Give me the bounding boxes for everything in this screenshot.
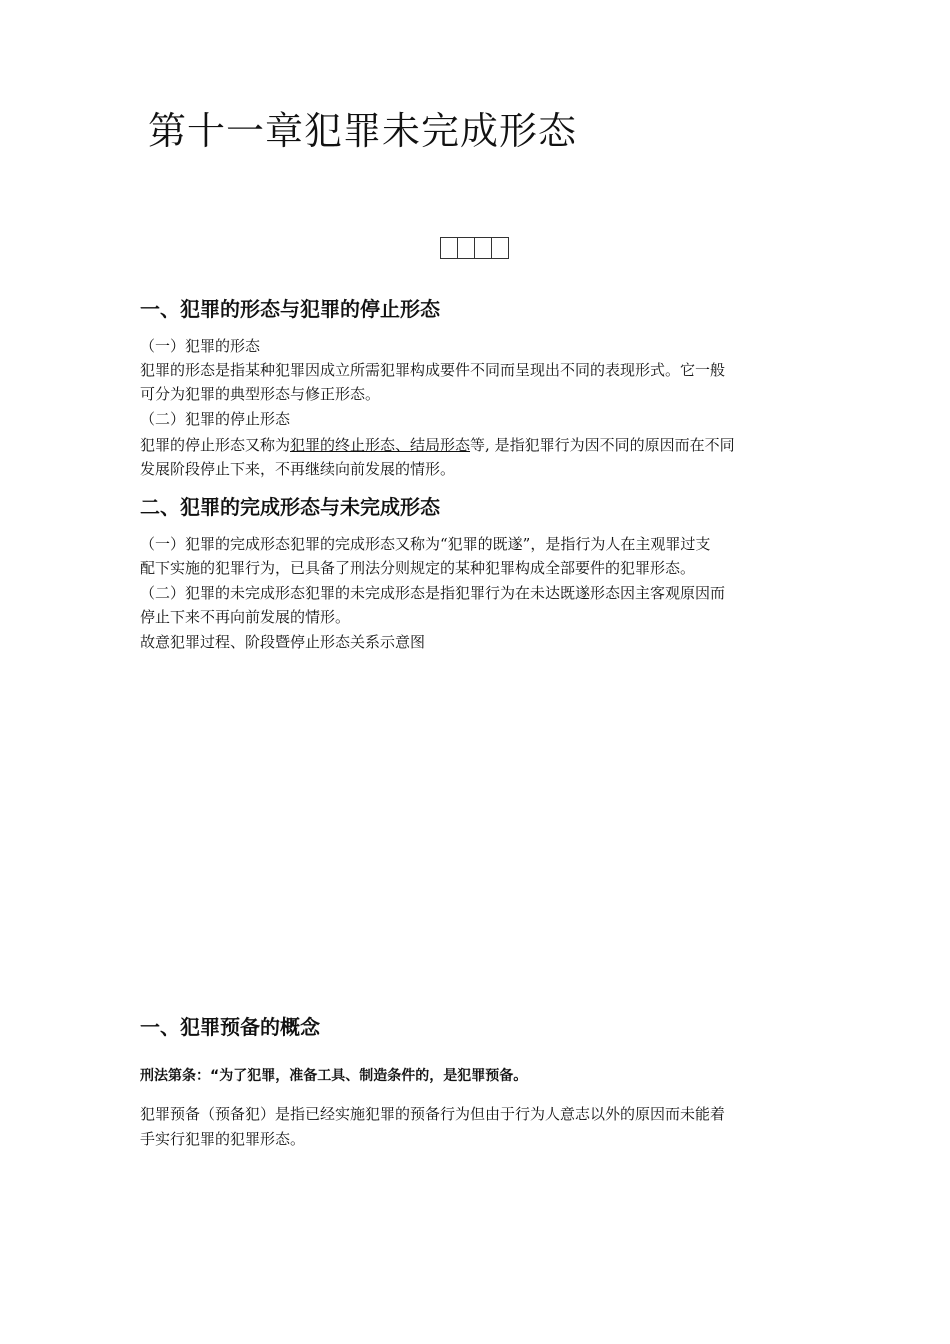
placeholder-box [474,237,492,259]
placeholder-boxes [440,237,508,259]
definition-line2: 手实行犯罪的犯罪形态。 [140,1130,306,1148]
section1-sub2-line1-pre: 犯罪的停止形态又称为 [140,436,291,454]
placeholder-box [491,237,509,259]
section2-sub2-line1: （二）犯罪的未完成形态犯罪的未完成形态是指犯罪行为在未达既遂形态因主客观原因而 [140,584,726,602]
placeholder-box [440,237,458,259]
section2-sub1-line2: 配下实施的犯罪行为，已具备了刑法分则规定的某种犯罪构成全部要件的犯罪形态。 [140,559,696,577]
section1-sub1-line1: 犯罪的形态是指某种犯罪因成立所需犯罪构成要件不同而呈现出不同的表现形式。它一般 [140,361,726,379]
section1-heading: 一、犯罪的形态与犯罪的停止形态 [140,297,440,321]
underlined-term: 犯罪的终止形态、结局形态 [290,436,471,454]
section2-sub2-line2: 停止下来不再向前发展的情形。 [140,608,351,626]
section1-sub2-line1 [140,433,735,457]
section1-sub2-line1-post: 等, 是指犯罪行为因不同的原因而在不同 [470,436,735,454]
statute-quote: 刑法第条：“为了犯罪，准备工具、制造条件的，是犯罪预备。 [140,1068,528,1084]
placeholder-box [457,237,475,259]
diagram-area [140,662,810,992]
section1-sub1-line2: 可分为犯罪的典型形态与修正形态。 [140,385,381,403]
section1-sub2-label: （二）犯罪的停止形态 [140,410,291,428]
section1-sub1-label: （一）犯罪的形态 [140,337,261,355]
section2-sub1-line1: （一）犯罪的完成形态犯罪的完成形态又称为“犯罪的既遂”，是指行为人在主观罪过支 [140,535,711,553]
section3-heading: 一、犯罪预备的概念 [140,1015,320,1039]
section1-sub2-line2: 发展阶段停止下来，不再继续向前发展的情形。 [140,460,456,478]
chapter-title: 第十一章犯罪未完成形态 [148,109,578,153]
diagram-caption: 故意犯罪过程、阶段暨停止形态关系示意图 [140,633,426,651]
definition-line1: 犯罪预备（预备犯）是指已经实施犯罪的预备行为但由于行为人意志以外的原因而未能着 [140,1105,726,1123]
section2-heading: 二、犯罪的完成形态与未完成形态 [140,495,440,519]
